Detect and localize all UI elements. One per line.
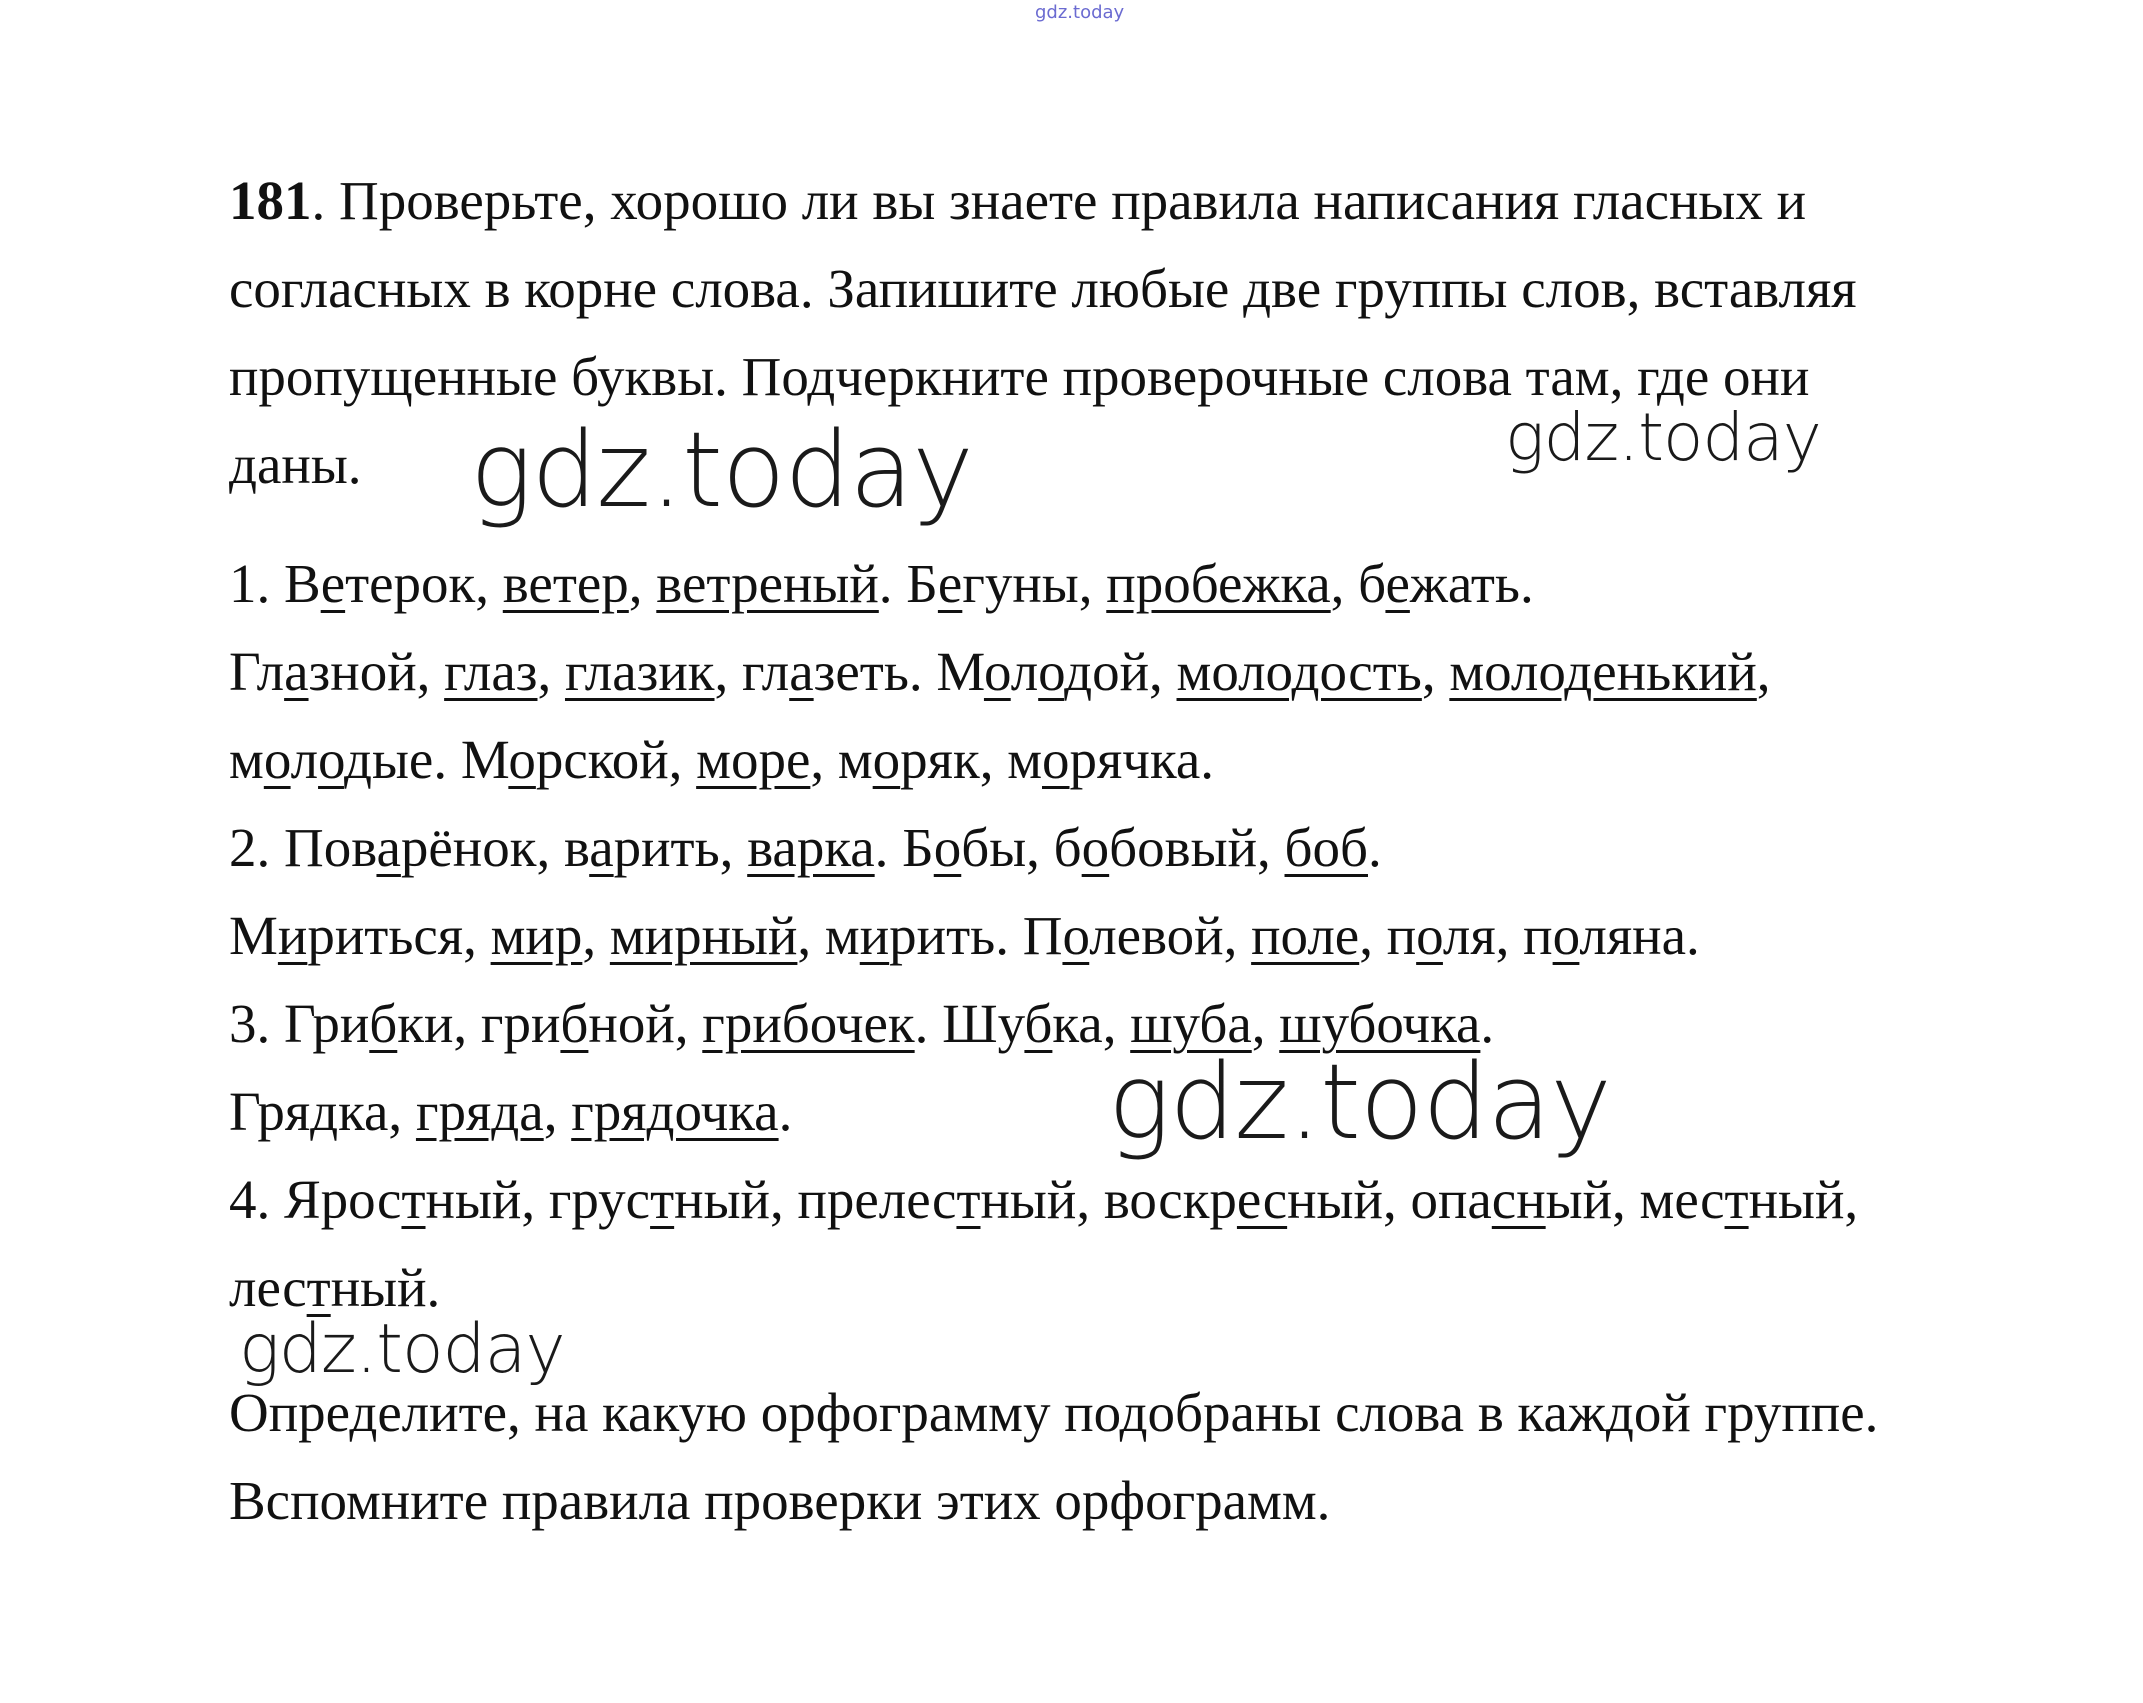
watermark-logo-2: gdz.today [1505,399,1821,476]
task-line-1 [229,170,1807,231]
footer-line-1: Определите, на какую орфограмму подобраны слова в каждой группе. [229,1382,1879,1443]
answer-line-2: Глазной, глаз, глазик, глазеть. Молодой, молодость, молоденький, [229,641,1771,702]
top-watermark: gdz.today [1035,2,1125,23]
task-number: 181 [229,170,312,231]
answer-line-5: Мириться, мир, мирный, мирить. Полевой, поле, поля, поляна. [229,905,1700,966]
watermark-logo-4: gdz.today [239,1310,565,1389]
answer-line-1: 1. Ветерок, ветер, ветреный. Бегуны, пробежка, бежать. [229,553,1534,614]
answer-line-3: молодые. Морской, море, моряк, морячка. [229,729,1215,790]
watermark-logo-1: gdz.today [470,409,973,531]
watermark-logo-3: gdz.today [1108,1041,1611,1163]
answer-line-9: лестный. [229,1257,441,1318]
task-line-4: даны. [229,434,362,495]
footer-line-2: Вспомните правила проверки этих орфограмм. [229,1470,1331,1531]
answer-line-6: 3. Грибки, грибной, грибочек. Шубка, шуба, шубочка. [229,993,1495,1054]
answer-line-7: Грядка, гряда, грядочка. [229,1081,793,1142]
task-line-3: пропущенные буквы. Подчеркните проверочные слова там, где они [229,346,1810,407]
answer-line-8: 4. Яростный, грустный, прелестный, воскресный, опасный, местный, [229,1169,1859,1230]
task-text-1: . Проверьте, хорошо ли вы знаете правила написания гласных и [311,170,1807,231]
answer-line-4: 2. Поварёнок, варить, варка. Бобы, бобовый, боб. [229,817,1382,878]
task-line-2: согласных в корне слова. Запишите любые две группы слов, вставляя [229,258,1857,319]
